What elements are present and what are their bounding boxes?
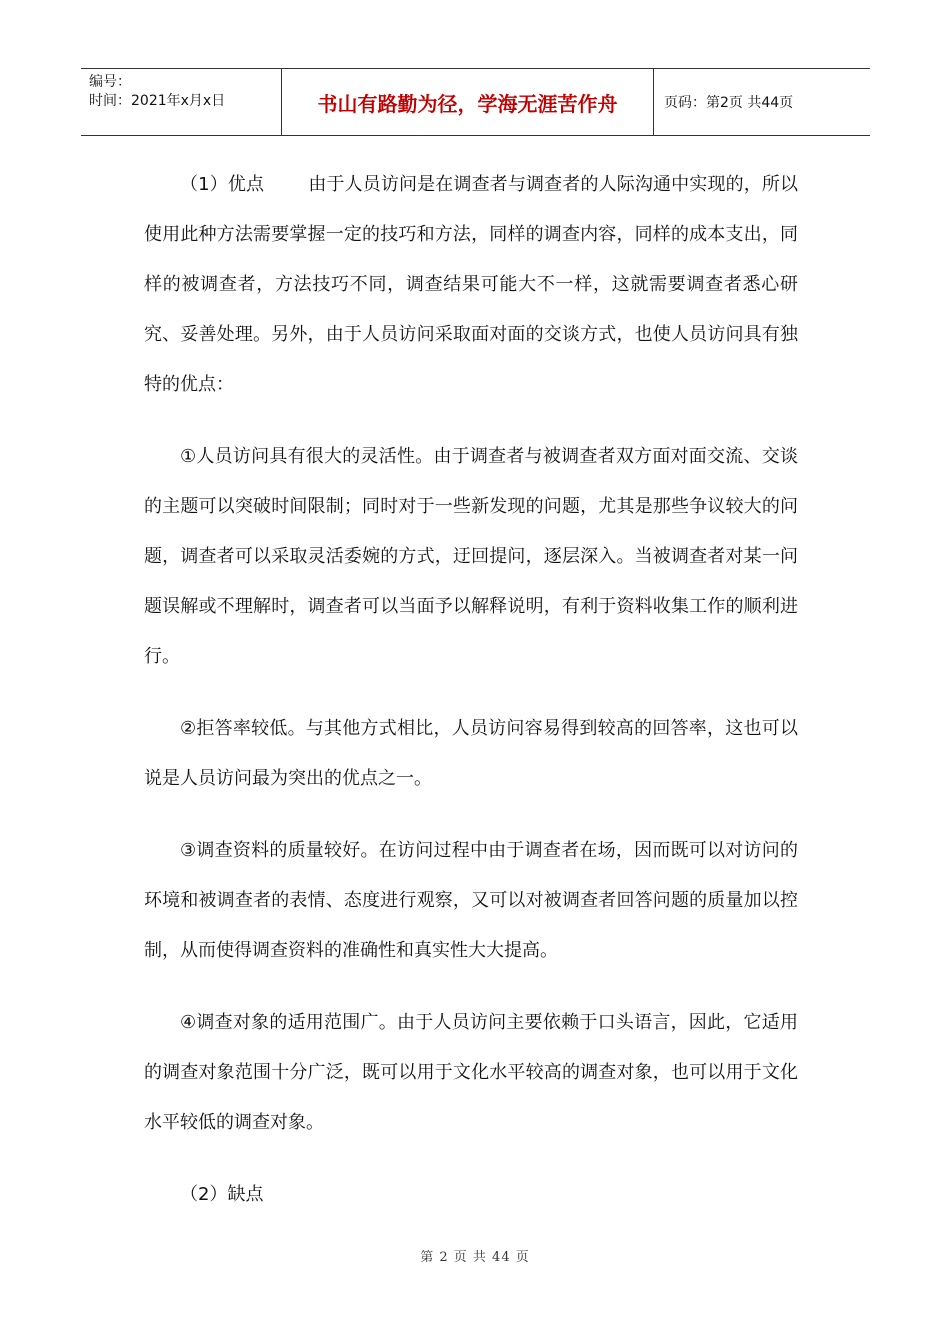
- section2-heading: （2）缺点: [180, 1184, 264, 1205]
- page-footer: 第 2 页 共 44 页: [420, 1250, 530, 1265]
- header-meta: [81, 69, 281, 135]
- header-motto: 书山有路勤为径，学海无涯苦作舟: [281, 69, 654, 135]
- date-label: 时间：2021年x月x日: [89, 93, 226, 109]
- section1-heading: （1）优点: [180, 174, 265, 195]
- point4-paragraph: ④调查对象的适用范围广。由于人员访问主要依赖于口头语言，因此，它适用的调查对象范围十分广泛，既可以用于文化水平较高的调查对象，也可以用于文化水平较低的调查对象。: [144, 1012, 798, 1133]
- number-label: 编号：: [89, 74, 131, 90]
- page-header: [81, 68, 870, 136]
- point3-paragraph: ③调查资料的质量较好。在访问过程中由于调查者在场，因而既可以对访问的环境和被调查者的表情、态度进行观察，又可以对被调查者回答问题的质量加以控制，从而使得调查资料的准确性和真实性大大提高。: [144, 840, 798, 961]
- header-page-info: 页码：第2页 共44页: [664, 95, 794, 111]
- section1-intro: 由于人员访问是在调查者与调查者的人际沟通中实现的，所以使用此种方法需要掌握一定的技巧和方法，同样的调查内容，同样的成本支出，同样的被调查者，方法技巧不同，调查结果可能大不一样，这就需要调查者悉心研究、妥善处理。另外，由于人员访问采取面对面的交谈方式，也使人员访问具有独特的优点：: [144, 174, 799, 395]
- section1-paragraph: [144, 160, 798, 410]
- document-body: [144, 160, 798, 1220]
- point2-paragraph: ②拒答率较低。与其他方式相比，人员访问容易得到较高的回答率，这也可以说是人员访问最为突出的优点之一。: [144, 718, 798, 789]
- point1-paragraph: ①人员访问具有很大的灵活性。由于调查者与被调查者双方面对面交流、交谈的主题可以突破时间限制；同时对于一些新发现的问题，尤其是那些争议较大的问题，调查者可以采取灵活委婉的方式，迂回提问，逐层深入。当被调查者对某一问题误解或不理解时，调查者可以当面予以解释说明，有利于资料收集工作的顺利进行。: [144, 446, 798, 667]
